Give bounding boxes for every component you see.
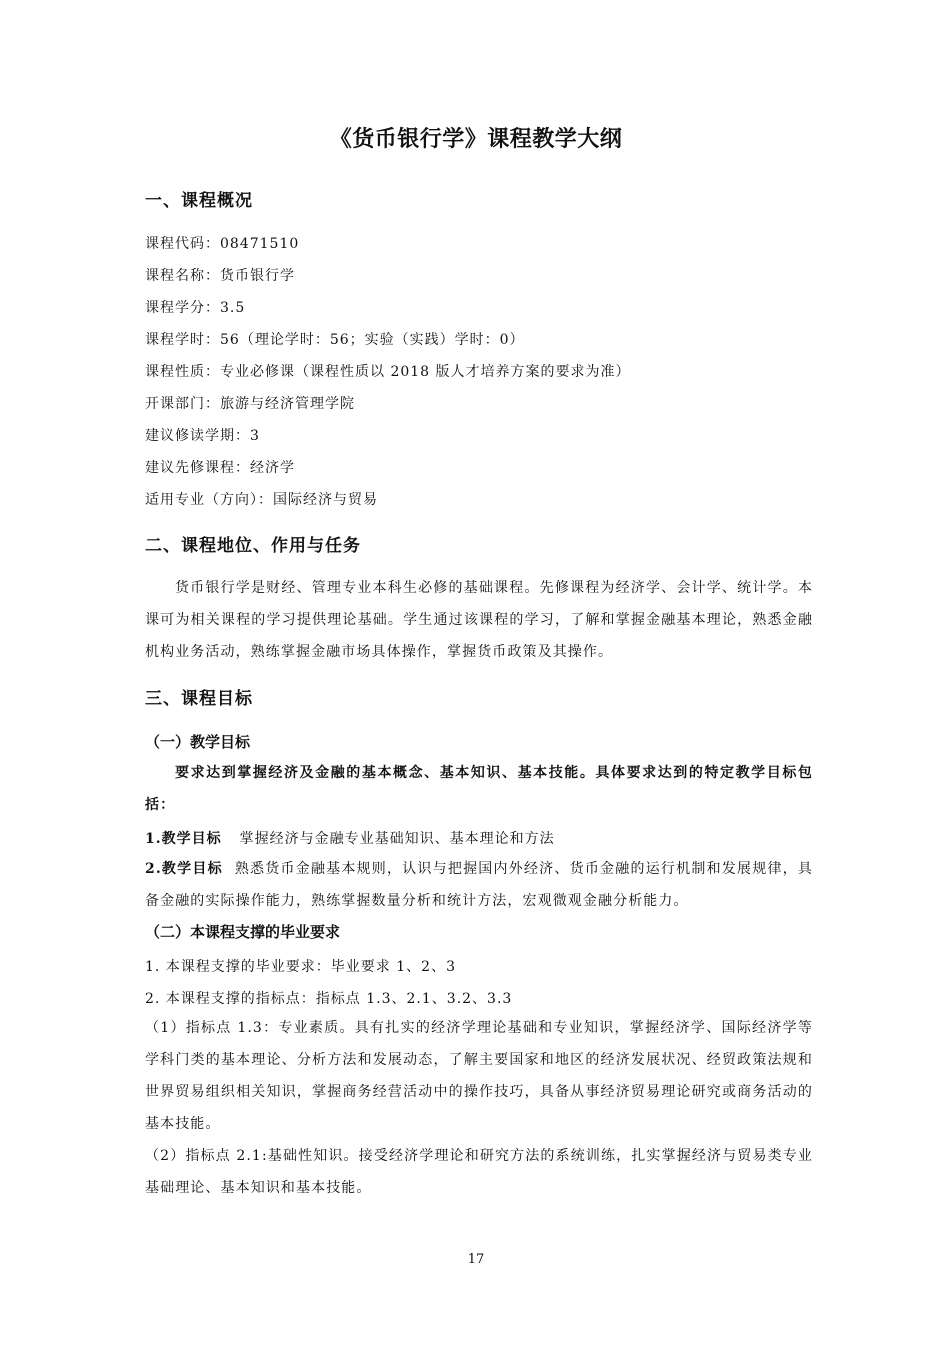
goal-1-label: 1.教学目标 bbox=[145, 831, 222, 847]
goal-2 bbox=[145, 853, 813, 917]
overview-semester: 建议修读学期：3 bbox=[145, 428, 260, 444]
section-heading-overview: 一、课程概况 bbox=[145, 191, 253, 211]
overview-course-code: 课程代码：08471510 bbox=[145, 236, 300, 252]
goal-2-label: 2.教学目标 bbox=[145, 861, 223, 877]
requirement-2: 2. 本课程支撑的指标点：指标点 1.3、2.1、3.2、3.3 bbox=[145, 991, 513, 1007]
overview-course-name: 课程名称：货币银行学 bbox=[145, 268, 295, 284]
indicator-1-3: （1）指标点 1.3：专业素质。具有扎实的经济学理论基础和专业知识，掌握经济学、国际经济学等学科门类的基本理论、分析方法和发展动态，了解主要国家和地区的经济发展状况、经贸政策法规和世界贸易组织相关知识，掌握商务经营活动中的操作技巧，具备从事经济贸易理论研究或商务活动的基本技能。 bbox=[145, 1020, 813, 1132]
subheading-teaching-goals: （一）教学目标 bbox=[145, 733, 251, 751]
goal-1 bbox=[145, 828, 555, 848]
page-title: 《货币银行学》课程教学大纲 bbox=[329, 126, 623, 152]
goals-intro: 要求达到掌握经济及金融的基本概念、基本知识、基本技能。具体要求达到的特定教学目标包括： bbox=[145, 765, 813, 813]
overview-credits: 课程学分：3.5 bbox=[145, 300, 246, 316]
overview-department: 开课部门：旅游与经济管理学院 bbox=[145, 396, 355, 412]
page-number: 17 bbox=[467, 1252, 485, 1267]
indicator-2-1: （2）指标点 2.1:基础性知识。接受经济学理论和研究方法的系统训练，扎实掌握经济与贸易类专业基础理论、基本知识和基本技能。 bbox=[145, 1148, 813, 1196]
goal-2-text: 熟悉货币金融基本规则，认识与把握国内外经济、货币金融的运行机制和发展规律，具备金融的实际操作能力，熟练掌握数量分析和统计方法，宏观微观金融分析能力。 bbox=[145, 861, 813, 909]
goal-1-text: 掌握经济与金融专业基础知识、基本理论和方法 bbox=[239, 831, 555, 847]
position-paragraph: 货币银行学是财经、管理专业本科生必修的基础课程。先修课程为经济学、会计学、统计学。本课可为相关课程的学习提供理论基础。学生通过该课程的学习，了解和掌握金融基本理论，熟悉金融机构业务活动，熟练掌握金融市场具体操作，掌握货币政策及其操作。 bbox=[145, 580, 813, 660]
subheading-graduation-requirements: （二）本课程支撑的毕业要求 bbox=[145, 923, 341, 941]
overview-nature: 课程性质：专业必修课（课程性质以 2018 版人才培养方案的要求为准） bbox=[145, 364, 631, 380]
overview-prerequisite: 建议先修课程：经济学 bbox=[145, 460, 295, 476]
requirement-1: 1. 本课程支撑的毕业要求：毕业要求 1、2、3 bbox=[145, 959, 456, 975]
section-heading-goals: 三、课程目标 bbox=[145, 689, 253, 709]
section-heading-position: 二、课程地位、作用与任务 bbox=[145, 536, 361, 556]
overview-major: 适用专业（方向）：国际经济与贸易 bbox=[145, 492, 378, 508]
overview-hours: 课程学时：56（理论学时：56；实验（实践）学时：0） bbox=[145, 332, 525, 348]
